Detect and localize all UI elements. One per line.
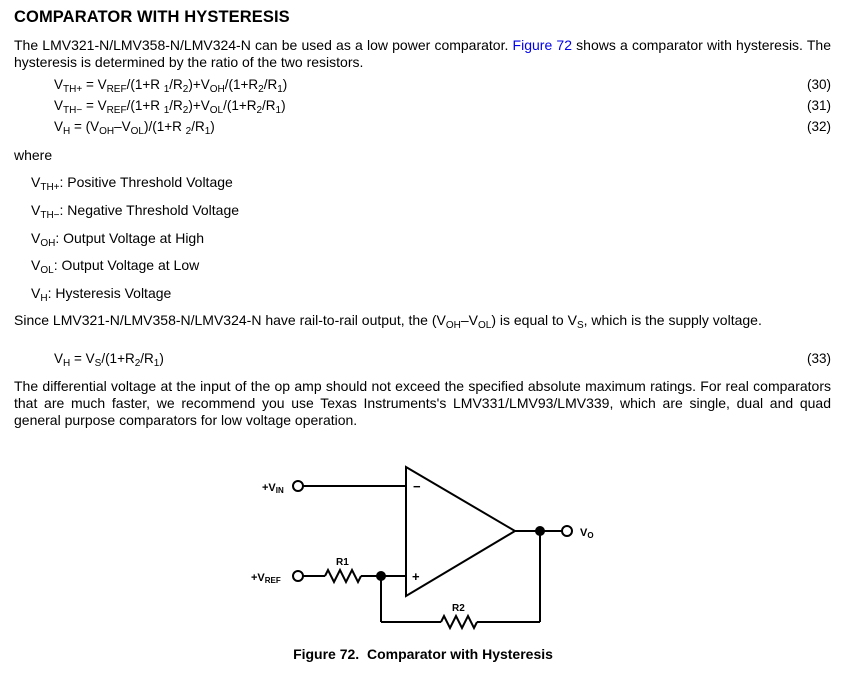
section-heading: COMPARATOR WITH HYSTERESIS — [14, 8, 290, 26]
op-amp-symbol — [406, 467, 515, 596]
definition-vh: $V_H$: Hysteresis Voltage — [31, 285, 172, 304]
equation-number: (32) — [806, 119, 831, 134]
equation-number: (30) — [806, 77, 831, 92]
equation-33: $V_H = V_S/(1+R_2/R_1)$ (33) — [54, 351, 831, 369]
where-label: where — [14, 147, 53, 163]
vin-terminal — [293, 481, 303, 491]
definition-vth-minus: $V_{TH-}$: Negative Threshold Voltage — [31, 202, 240, 221]
junction-dot — [535, 526, 545, 536]
resistor-r2 — [441, 616, 477, 628]
resistor-r1 — [325, 570, 361, 582]
inverting-input-sign: − — [413, 479, 421, 494]
equation-31: $V_{TH-} = V_{REF}/(1+R$ $_1/R_2)+V_{OL}/(1+R_2/R_1)$ (31) — [54, 98, 831, 116]
r1-label: R1 — [336, 557, 349, 568]
vin-label: +VIN — [262, 482, 284, 495]
rail-paragraph: Since LMV321-N/LMV358-N/LMV324-N have rail-to-rail output, the $(V_{OH}-V_{OL})$ is equal to $V_S$, which is the supply voltage. — [14, 312, 762, 331]
equation-30: $V_{TH+} = V_{REF}/(1+R$ $_1/R_2)+V_{OH}/(1+R_2/R_1)$ (30) — [54, 77, 831, 95]
definition-voh: $V_{OH}$: Output Voltage at High — [31, 230, 204, 249]
figure-72-link[interactable]: Figure 72 — [512, 37, 572, 53]
junction-dot — [376, 571, 386, 581]
differential-paragraph: The differential voltage at the input of the op amp should not exceed the specified absolute maximum ratings. For real comparators that are much faster, we recommend you use Texas Instruments's LMV331/LMV93/LMV339, which are single, dual and quad general purpose comparators for low voltage operation. — [14, 378, 831, 428]
vref-terminal — [293, 571, 303, 581]
r2-label: R2 — [452, 603, 465, 614]
figure-caption: Figure 72. Comparator with Hysteresis — [293, 646, 553, 662]
vref-label: +VREF — [251, 572, 281, 585]
equation-32: $V_H = (V_{OH}-V_{OL})/(1+R$ $_2/R_1$) (32) — [54, 119, 831, 137]
definition-vth-plus: $V_{TH+}$: Positive Threshold Voltage — [31, 174, 233, 193]
vo-terminal — [562, 526, 572, 536]
definition-vol: $V_{OL}$: Output Voltage at Low — [31, 257, 200, 276]
equation-number: (33) — [806, 351, 831, 366]
equation-number: (31) — [806, 98, 831, 113]
noninverting-input-sign: + — [412, 569, 420, 584]
vo-label: VO — [580, 527, 594, 540]
intro-paragraph: The LMV321-N/LMV358-N/LMV324-N can be used as a low power comparator. Figure 72 shows a comparator with hysteresis. The hysteresis is determined by the ratio of the two resistors. — [14, 37, 831, 70]
